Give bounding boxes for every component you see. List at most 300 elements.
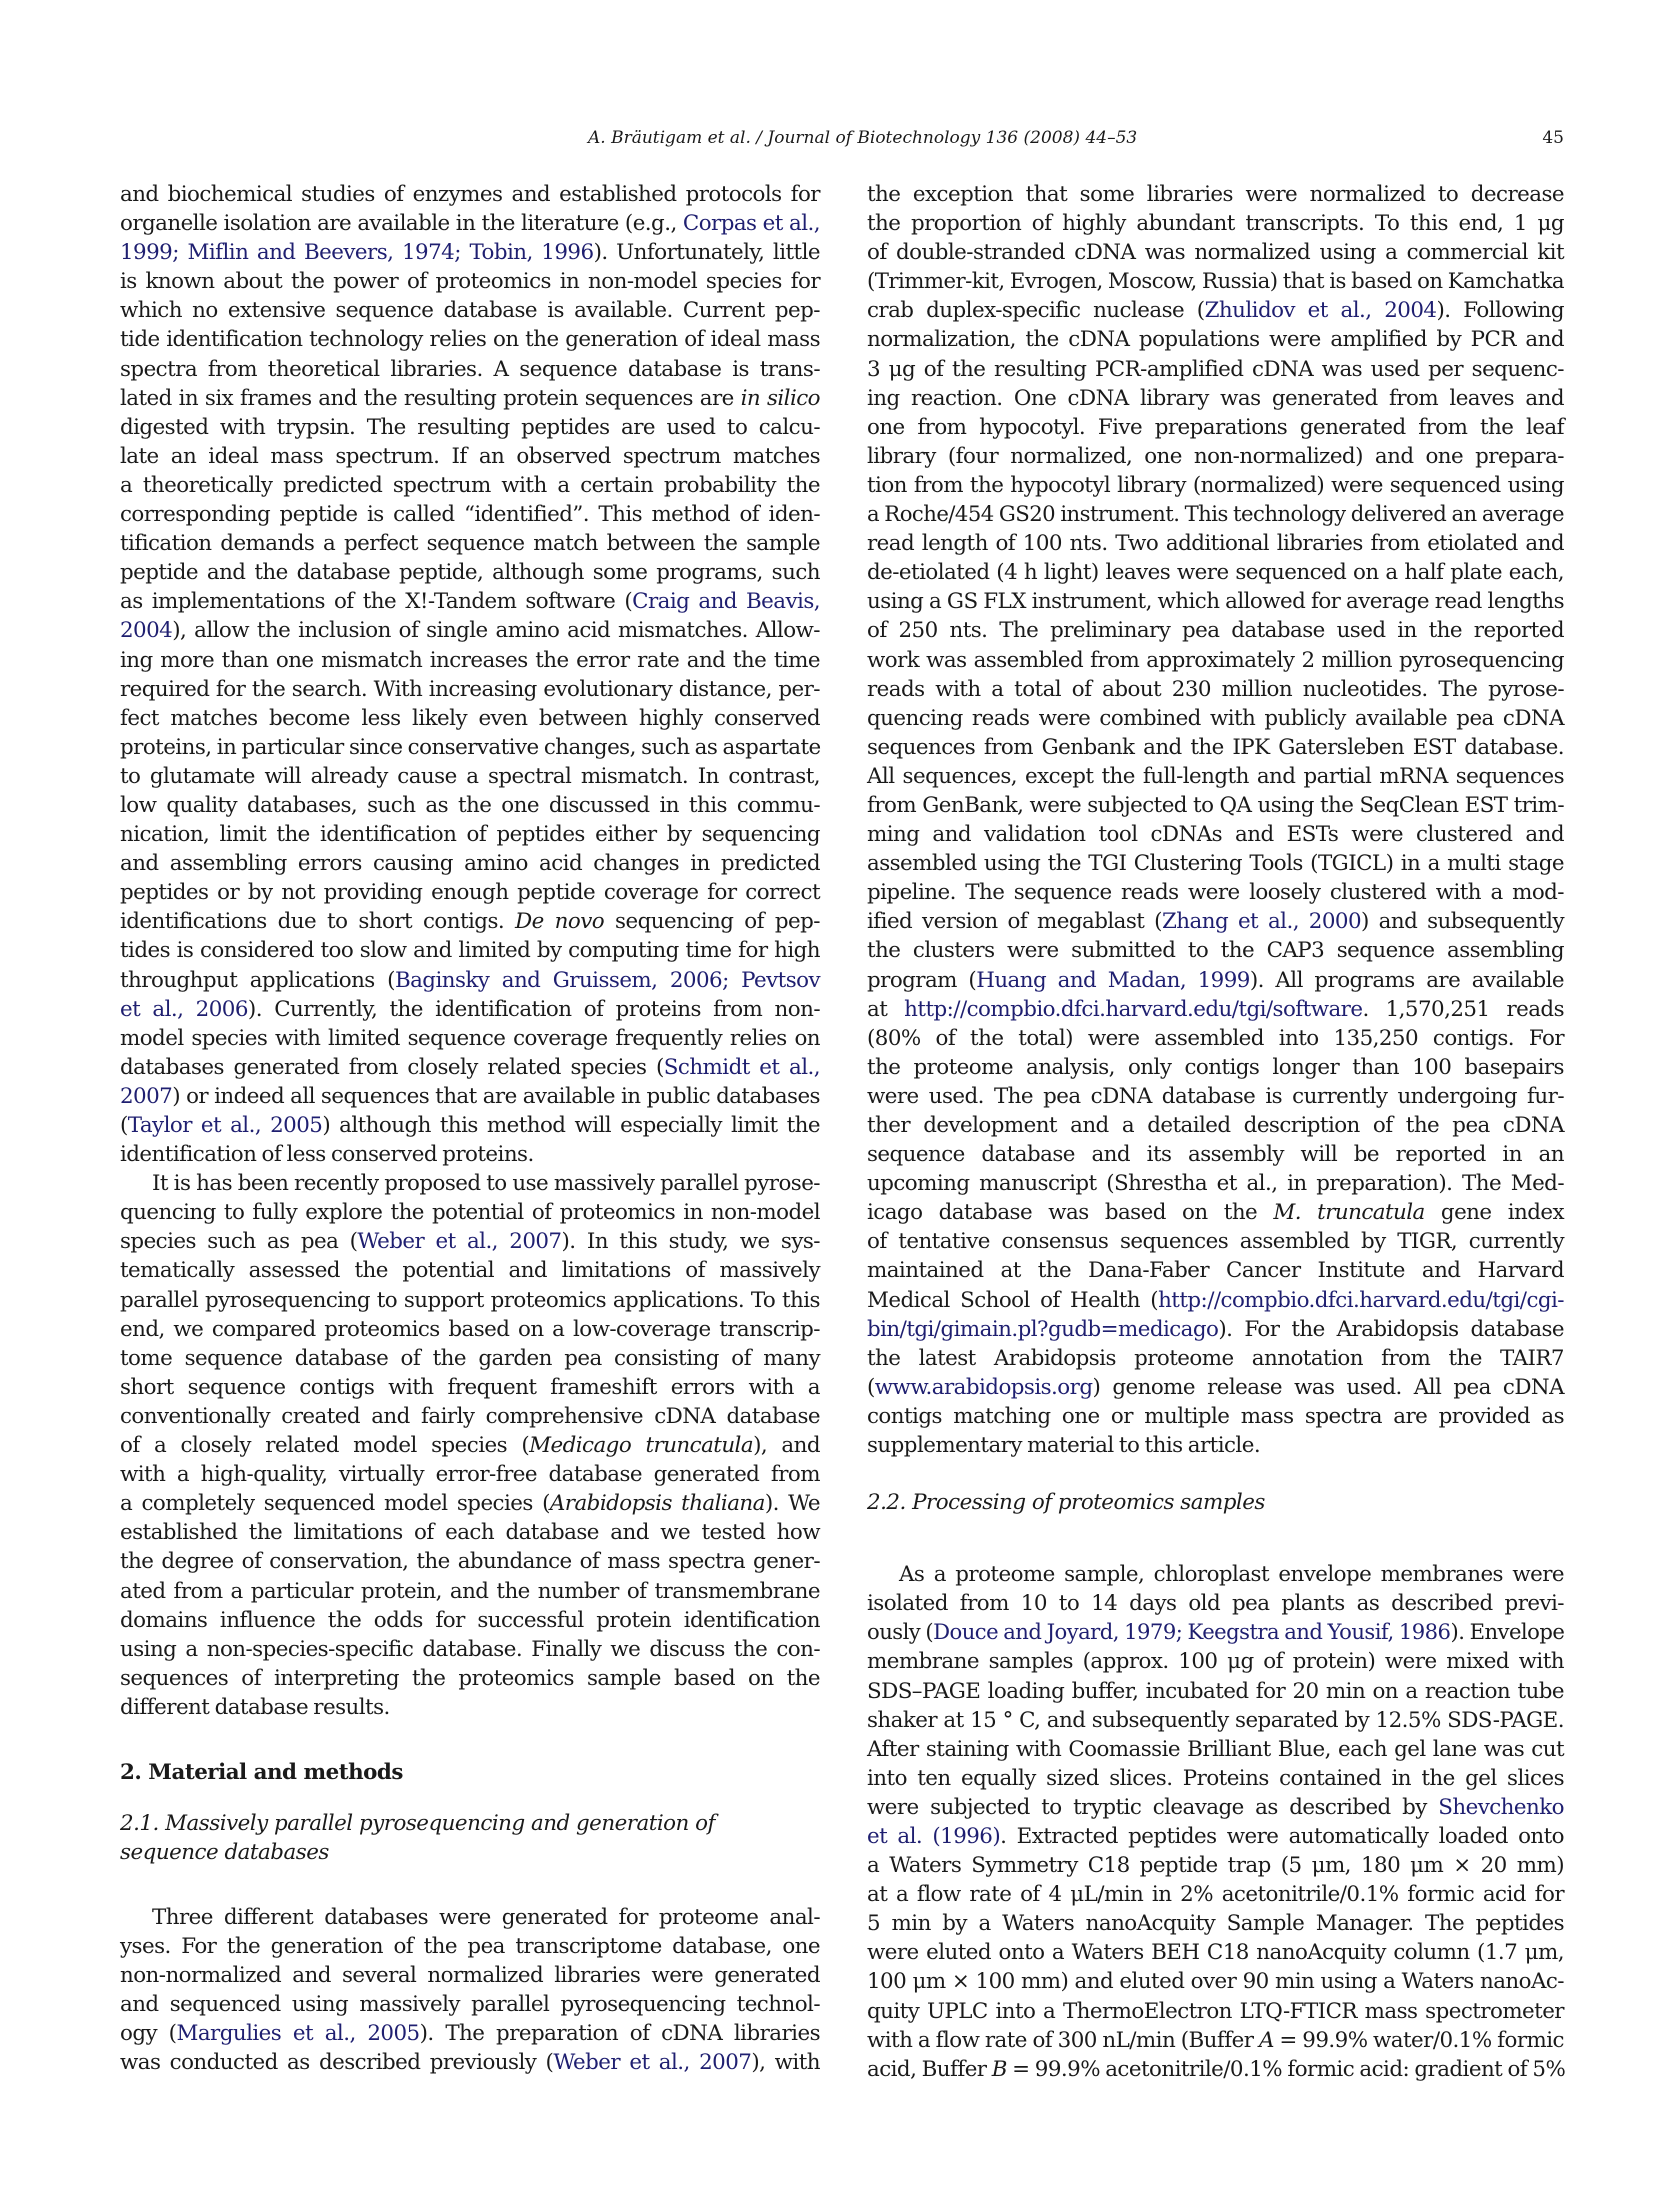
text-line [867,1647,1564,1676]
body-text: non-normalized and several normalized libraries were generated [120,1963,820,1989]
citation-link[interactable]: 2004 [120,618,173,644]
body-text: It is has been recently proposed to use massively parallel pyrose- [152,1171,820,1197]
citation-link[interactable]: http://compbio.dfci.harvard.edu/tgi/cgi- [1158,1287,1564,1313]
citation-link[interactable]: Zhang et al., 2000 [1161,909,1362,935]
body-text: ). Unfortunately, little [593,240,820,266]
body-text: lated in six frames and the resulting protein sequences are [120,385,741,411]
text-line [120,704,820,733]
text-line [867,1344,1564,1373]
body-text: contigs matching one or multiple mass spectra are provided as [867,1403,1564,1429]
body-text: . 1,570,251 reads [1362,996,1564,1022]
body-text: ated from a particular protein, and the number of transmembrane [120,1578,820,1604]
text-line [120,238,820,267]
text-line [867,966,1564,995]
text-line [120,1664,820,1693]
body-text: established the limitations of each database and we tested how [120,1520,820,1546]
text-line [120,1489,820,1518]
body-text: ). Following [1436,298,1564,324]
body-text: of a closely related model species ( [120,1433,530,1459]
body-text: ther development and a detailed description of the pea cDNA [867,1113,1564,1138]
text-line [867,820,1564,849]
body-text: one from hypocotyl. Five preparations generated from the leaf [867,414,1564,440]
body-text: were eluted onto a Waters BEH C18 nanoAcquity column (1.7 μm, [867,1940,1564,1966]
body-text: domains influence the odds for successful protein identification [120,1607,820,1633]
text-line [120,384,820,413]
text-line [120,966,820,995]
body-text: identifications due to short contigs. [120,909,516,935]
body-text: tion from the hypocotyl library (normalized) were sequenced using [867,472,1564,498]
italic-text: B [991,2056,1007,2082]
paragraph-gap [120,1787,820,1809]
body-text: with a flow rate of 300 nL/min (Buffer [867,2027,1259,2053]
text-line [120,1932,820,1961]
body-text: 5 min by a Waters nanoAcquity Sample Manager. The peptides [867,1911,1564,1937]
body-text: upcoming manuscript (Shrestha et al., in preparation). The Med- [867,1171,1564,1197]
text-line [867,238,1564,267]
body-text: and assembling errors causing amino acid changes in predicted [120,851,820,877]
text-line [120,1431,820,1460]
body-text: . Extracted peptides were automatically loaded onto [1000,1823,1564,1849]
citation-link[interactable]: Weber et al., 2007 [553,2050,752,2076]
body-text: low quality databases, such as the one discussed in this commu- [120,792,820,818]
subsection-heading: 2.1. Massively parallel pyrosequencing and generation of [120,1810,715,1836]
body-text: sequencing of pep- [604,909,820,935]
body-text: short sequence contigs with frequent frameshift errors with a [120,1374,820,1400]
text-line [867,1169,1564,1198]
body-text: nication, limit the identification of peptides either by sequencing [120,822,820,848]
body-text: organelle isolation are available in the literature (e.g., [120,211,683,237]
body-text: model species with limited sequence coverage frequently relies on [120,1025,820,1051]
right-column [867,180,1564,2084]
body-text: (Trimmer-kit, Evrogen, Moscow, Russia) that is based on Kamchatka [867,269,1565,295]
text-line [120,1402,820,1431]
left-column [120,180,820,2078]
body-text: isolated from 10 to 14 days old pea plants as described previ- [867,1591,1564,1617]
text-line [867,587,1564,616]
text-line [867,471,1564,500]
body-text: end, we compared proteomics based on a low-coverage transcrip- [120,1316,820,1342]
text-line [867,384,1564,413]
body-text: peptide and the database peptide, although some programs, such [120,560,820,586]
text-line [867,1402,1564,1431]
citation-link[interactable]: Weber et al., 2007 [357,1229,562,1255]
text-line [867,762,1564,791]
body-text: databases generated from closely related species ( [120,1054,664,1080]
text-line [867,1053,1564,1082]
text-line [120,1140,820,1169]
citation-link[interactable]: et al. (1996) [867,1823,1001,1849]
body-text: at a flow rate of 4 μL/min in 2% acetonitrile/0.1% formic acid for [867,1882,1564,1908]
text-line [867,1431,1564,1460]
body-text: = 99.9% water/0.1% formic [1273,2027,1564,2053]
body-text: crab duplex-specific nuclease ( [867,298,1205,324]
paragraph-gap [867,1460,1564,1488]
body-text: icago database was based on the [867,1200,1274,1226]
text-line [867,936,1564,965]
text-line [120,762,820,791]
text-line [867,1851,1564,1880]
body-text: work was assembled from approximately 2 million pyrosequencing [867,647,1564,673]
body-text: tification demands a perfect sequence match between the sample [120,531,820,557]
italic-text: M. truncatula [1273,1200,1425,1226]
subsection-heading: 2.2. Processing of proteomics samples [867,1490,1265,1516]
body-text: a theoretically predicted spectrum with a certain probability the [120,472,820,498]
text-line [120,675,820,704]
text-line [867,267,1564,296]
body-text: As a proteome sample, chloroplast envelope membranes were [899,1562,1564,1588]
body-text: at [867,996,905,1022]
text-line [120,267,820,296]
text-line [120,500,820,529]
text-line [120,209,820,238]
citation-link[interactable]: Craig and Beavis, [632,589,821,615]
text-line [867,529,1564,558]
body-text: library (four normalized, one non-normalized) and one prepara- [867,443,1564,469]
body-text: peptides or by not providing enough peptide coverage for correct [120,880,820,906]
text-line [867,1560,1564,1589]
text-line [867,1764,1564,1793]
body-text: normalization, the cDNA populations were amplified by PCR and [867,327,1564,353]
body-text: membrane samples (approx. 100 μg of protein) were mixed with [867,1649,1564,1675]
body-text: into ten equally sized slices. Proteins contained in the gel slices [867,1765,1564,1791]
body-text: Medical School of Health ( [867,1287,1159,1313]
section-heading: 2. Material and methods [120,1759,403,1785]
body-text: = 99.9% acetonitrile/0.1% formic acid: gradient of 5% [1006,2056,1566,2082]
body-text: Three different databases were generated for proteome anal- [152,1904,820,1930]
text-line [867,1618,1564,1647]
body-text: with a high-quality, virtually error-free database generated from [120,1462,820,1488]
body-text: different database results. [120,1694,390,1720]
citation-link[interactable]: Zhulidov et al., 2004 [1204,298,1437,324]
text-line [120,1227,820,1256]
citation-link[interactable]: bin/tgi/gimain.pl?gudb=medicago [867,1316,1219,1342]
text-line [867,1589,1564,1618]
body-text: ( [120,1113,128,1138]
body-text: the exception that some libraries were normalized to decrease [867,182,1564,207]
italic-text: Medicago truncatula [529,1433,754,1459]
body-text: quity UPLC into a ThermoElectron LTQ-FTICR mass spectrometer [867,1998,1564,2024]
text-line [120,1315,820,1344]
body-text: ). All programs are available [1249,967,1564,993]
body-text: ). Envelope [1450,1620,1565,1646]
text-line [120,355,820,384]
text-line [867,1793,1564,1822]
text-line [120,1903,820,1932]
text-line [867,558,1564,587]
body-text: of 250 nts. The preliminary pea database used in the reported [867,618,1564,644]
text-line [120,558,820,587]
citation-link[interactable]: Huang and Madan, 1999 [976,967,1250,993]
body-text: throughput applications ( [120,967,395,993]
text-line [120,1961,820,1990]
body-text: of double-stranded cDNA was normalized using a commercial kit [867,240,1564,266]
text-line [120,878,820,907]
body-text: required for the search. With increasing evolutionary distance, per- [120,676,820,702]
text-line [867,500,1564,529]
text-line [120,1990,820,2019]
citation-link[interactable]: 2007 [120,1083,173,1109]
text-line [120,1577,820,1606]
body-text: ). We [764,1491,820,1517]
body-text: read length of 100 nts. Two additional libraries from etiolated and [867,531,1564,557]
body-text: ming and validation tool cDNAs and ESTs were clustered and [867,822,1564,848]
page-number: 45 [1542,128,1564,148]
text-line [120,413,820,442]
body-text: and sequenced using massively parallel pyrosequencing technol- [120,1992,820,2018]
text-line [867,1706,1564,1735]
text-line [120,1518,820,1547]
body-text: shaker at 15 ° C, and subsequently separated by 12.5% SDS-PAGE. [867,1707,1564,1733]
text-line [867,1024,1564,1053]
text-line [120,616,820,645]
text-line [867,791,1564,820]
text-line [867,442,1564,471]
body-text: sequences from Genbank and the IPK Gatersleben EST database. [867,734,1564,760]
body-text: pipeline. The sequence reads were loosely clustered with a mod- [867,880,1564,906]
citation-link[interactable]: Douce and Joyard, 1979; Keegstra and Yousif, 1986 [933,1620,1451,1646]
citation-link[interactable]: http://compbio.dfci.harvard.edu/tgi/software [904,996,1363,1022]
text-line [867,1315,1564,1344]
paragraph-gap [867,1517,1564,1560]
citation-link[interactable]: Margulies et al., 2005 [176,2021,420,2047]
text-line [867,2026,1564,2055]
body-text: and biochemical studies of enzymes and established protocols for [120,182,820,207]
body-text: After staining with Coomassie Brilliant Blue, each gel lane was cut [867,1736,1564,1762]
body-text: from GenBank, were subjected to QA using the SeqClean EST trim- [867,792,1564,818]
body-text: species such as pea ( [120,1229,358,1255]
body-text: were subjected to tryptic cleavage as described by [867,1794,1439,1820]
body-text: were used. The pea cDNA database is currently undergoing fur- [867,1083,1564,1109]
body-text: as implementations of the X!-Tandem software ( [120,589,633,615]
text-line [867,1822,1564,1851]
body-text: gene index [1424,1200,1564,1226]
text-line [867,704,1564,733]
body-text: late an ideal mass spectrum. If an observed spectrum matches [120,443,820,469]
body-text: ). The preparation of cDNA libraries [419,2021,820,2047]
body-text: of tentative consensus sequences assembled by TIGR, currently [867,1229,1564,1255]
citation-link[interactable]: Shevchenko [1438,1794,1564,1820]
body-text: tematically assessed the potential and limitations of massively [120,1258,820,1284]
body-text: the clusters were submitted to the CAP3 sequence assembling [867,938,1564,964]
text-line [867,1286,1564,1315]
italic-text: A [1258,2027,1274,2053]
body-text: the latest Arabidopsis proteome annotation from the TAIR7 [867,1345,1564,1371]
text-line [120,1344,820,1373]
text-line [867,646,1564,675]
body-text: sequences of interpreting the proteomics sample based on the [120,1665,820,1691]
text-line [867,878,1564,907]
text-line [120,180,820,209]
text-line [867,413,1564,442]
text-line [120,1635,820,1664]
text-line [867,355,1564,384]
body-text: using a GS FLX instrument, which allowed for average read lengths [867,589,1564,615]
body-text: the proportion of highly abundant transcripts. To this end, 1 μg [867,211,1564,237]
text-line [120,325,820,354]
citation-link[interactable]: Baginsky and Gruissem, 2006; Pevtsov [394,967,820,993]
body-text: spectra from theoretical libraries. A sequence database is trans- [120,356,820,382]
body-text: 100 μm × 100 mm) and eluted over 90 min using a Waters nanoAc- [867,1969,1564,1995]
text-line [120,1024,820,1053]
text-line [867,1880,1564,1909]
body-text: proteins, in particular since conservative changes, such as aspartate [120,734,821,760]
text-line [120,820,820,849]
text-line [120,1286,820,1315]
body-text: ( [867,1374,875,1400]
text-line [867,1256,1564,1285]
body-text: using a non-species-specific database. Finally we discuss the con- [120,1636,820,1662]
text-line [867,1909,1564,1938]
body-text: to glutamate will already cause a spectral mismatch. In contrast, [120,763,820,789]
body-text: reads with a total of about 230 million nucleotides. The pyrose- [867,676,1564,702]
body-text: digested with trypsin. The resulting peptides are used to calcu- [120,414,820,440]
body-text: de-etiolated (4 h light) leaves were sequenced on a half plate each, [867,560,1564,586]
text-line [867,1735,1564,1764]
citation-link[interactable]: Corpas et al., [682,211,820,237]
text-line [120,646,820,675]
body-text: tome sequence database of the garden pea consisting of many [120,1345,820,1371]
body-text: identification of less conserved proteins. [120,1142,534,1168]
italic-text: in silico [740,385,820,411]
text-line [867,616,1564,645]
text-line [867,733,1564,762]
text-line [120,2048,820,2077]
text-line [867,675,1564,704]
body-text: a Roche/454 GS20 instrument. This technology delivered an average [867,502,1565,528]
text-line [867,1082,1564,1111]
body-text: yses. For the generation of the pea transcriptome database, one [120,1934,820,1960]
body-text: maintained at the Dana-Faber Cancer Institute and Harvard [867,1258,1564,1284]
body-text: ). Currently, the identification of proteins from non- [247,996,820,1022]
running-head [0,128,1654,154]
text-line [120,442,820,471]
body-text: ogy ( [120,2021,177,2047]
text-line [867,1227,1564,1256]
text-line [867,1967,1564,1996]
body-text: program ( [867,967,977,993]
text-line [867,849,1564,878]
body-text: All sequences, except the full-length and partial mRNA sequences [867,763,1564,789]
body-text: ), and [753,1433,820,1459]
body-text: fect matches become less likely even between highly conserved [120,705,820,731]
subsection-heading: sequence databases [120,1839,329,1865]
body-text: ). In this study, we sys- [561,1229,820,1255]
body-text: a completely sequenced model species ( [120,1491,550,1517]
body-text: SDS–PAGE loading buffer, incubated for 20 min on a reaction tube [867,1678,1564,1704]
text-line [120,529,820,558]
text-line [120,936,820,965]
text-line [867,296,1564,325]
body-text: the degree of conservation, the abundance of mass spectra gener- [120,1549,820,1575]
body-text: which no extensive sequence database is available. Current pep- [120,298,820,324]
citation-link[interactable]: www.arabidopsis.org [874,1374,1093,1400]
body-text: quencing to fully explore the potential of proteomics in non-model [120,1200,820,1226]
text-line [120,1082,820,1111]
body-text: ) genome release was used. All pea cDNA [1092,1374,1564,1400]
citation-link[interactable]: et al., 2006 [120,996,248,1022]
text-line [120,1169,820,1198]
text-line [867,907,1564,936]
body-text: is known about the power of proteomics in non-model species for [120,269,820,295]
citation-link[interactable]: Taylor et al., 2005 [127,1113,323,1138]
text-line [120,1460,820,1489]
text-line [120,296,820,325]
body-text: ) or indeed all sequences that are available in public databases [172,1083,820,1109]
text-line [867,1140,1564,1169]
body-text: ing reaction. One cDNA library was generated from leaves and [867,385,1564,411]
body-text: ously ( [867,1620,934,1646]
body-text: ified version of megablast ( [867,909,1162,935]
text-line [120,791,820,820]
body-text: 3 μg of the resulting PCR-amplified cDNA was used per sequenc- [867,356,1564,382]
body-text: quencing reads were combined with publicly available pea cDNA [867,705,1564,731]
text-line [120,995,820,1024]
text-line [867,1111,1564,1140]
paragraph-gap [120,1867,820,1903]
citation-link[interactable]: 1999; Miflin and Beevers, 1974; Tobin, 1996 [120,240,594,266]
italic-text: Arabidopsis thaliana [549,1491,765,1517]
text-line [120,471,820,500]
text-line [867,1677,1564,1706]
citation-link[interactable]: Schmidt et al., [663,1054,820,1080]
text-line [120,733,820,762]
text-line [867,1997,1564,2026]
text-line [120,1373,820,1402]
body-text: parallel pyrosequencing to support proteomics applications. To this [120,1287,820,1313]
body-text: was conducted as described previously ( [120,2050,554,2076]
paragraph-gap [120,1722,820,1758]
text-line [867,995,1564,1024]
text-line [120,2019,820,2048]
body-text: tides is considered too slow and limited by computing time for high [120,938,820,964]
body-text: acid, Buffer [867,2056,992,2082]
body-text: ). For the Arabidopsis database [1218,1316,1564,1342]
text-line [120,1693,820,1722]
italic-text: De novo [515,909,605,935]
body-text: ) and subsequently [1361,909,1565,935]
body-text: the proteome analysis, only contigs longer than 100 basepairs [867,1054,1564,1080]
body-text: assembled using the TGI Clustering Tools (TGICL) in a multi stage [867,851,1564,877]
text-line [867,1938,1564,1967]
text-line [120,1111,820,1140]
body-text: ), with [751,2050,820,2076]
text-line [120,587,820,616]
text-line [120,849,820,878]
text-line [867,1198,1564,1227]
body-text: ) although this method will especially limit the [322,1113,820,1138]
body-text: sequence database and its assembly will be reported in an [867,1142,1564,1168]
text-line [867,2055,1564,2084]
text-line [120,1198,820,1227]
body-text: ), allow the inclusion of single amino acid mismatches. Allow- [172,618,820,644]
body-text: a Waters Symmetry C18 peptide trap (5 μm, 180 μm × 20 mm) [867,1853,1564,1879]
running-head-title: A. Bräutigam et al. / Journal of Biotechnology 136 (2008) 44–53 [588,128,1138,148]
text-line [120,1256,820,1285]
text-line [120,1547,820,1576]
text-line [120,907,820,936]
text-line [867,180,1564,209]
body-text: (80% of the total) were assembled into 135,250 contigs. For [867,1025,1564,1051]
body-text: tide identification technology relies on the generation of ideal mass [120,327,820,353]
body-text: ing more than one mismatch increases the error rate and the time [120,647,820,673]
text-line [867,1373,1564,1402]
body-text: corresponding peptide is called “identified”. This method of iden- [120,502,820,528]
text-line [120,1053,820,1082]
body-text: supplementary material to this article. [867,1433,1261,1459]
body-text: conventionally created and fairly comprehensive cDNA database [120,1403,820,1429]
text-line [120,1606,820,1635]
text-line [867,325,1564,354]
